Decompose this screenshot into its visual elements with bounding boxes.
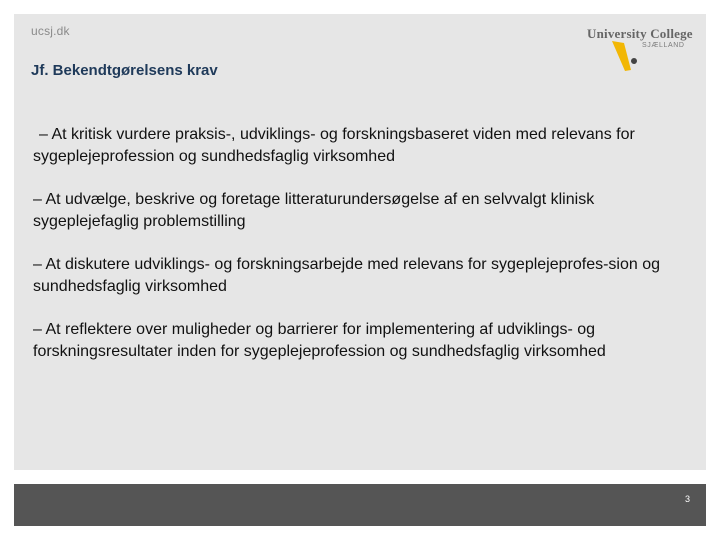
requirements-list xyxy=(33,124,688,363)
requirement-item: – At kritisk vurdere praksis-, udviklings- og forskningsbaseret viden med relevans for sygeplejeprofession og sundhedsfaglig virksomhed xyxy=(33,126,635,165)
org-label: ucsj.dk xyxy=(31,24,70,38)
requirement-item: – At udvælge, beskrive og foretage litteraturundersøgelse af en selvvalgt klinisk sygeplejefaglig problemstilling xyxy=(33,191,595,230)
footer-bar xyxy=(14,484,706,526)
university-college-logo xyxy=(587,24,699,76)
logo-name: University College xyxy=(587,26,693,41)
logo-mark-dot xyxy=(631,58,637,64)
logo-sub: SJÆLLAND xyxy=(642,42,685,49)
requirement-item: – At diskutere udviklings- og forskningsarbejde med relevans for sygeplejeprofes-sion og sundhedsfaglig virksomhed xyxy=(33,256,661,295)
page-title: Jf. Bekendtgørelsens krav xyxy=(31,62,218,79)
requirement-item: – At reflektere over muligheder og barrierer for implementering af udviklings- og forskningsresultater inden for sygeplejeprofession og sundhedsfaglig virksomhed xyxy=(33,321,606,360)
logo-mark-shape xyxy=(612,41,631,71)
page-number: 3 xyxy=(684,494,690,504)
university-college-logo-icon xyxy=(587,24,699,76)
